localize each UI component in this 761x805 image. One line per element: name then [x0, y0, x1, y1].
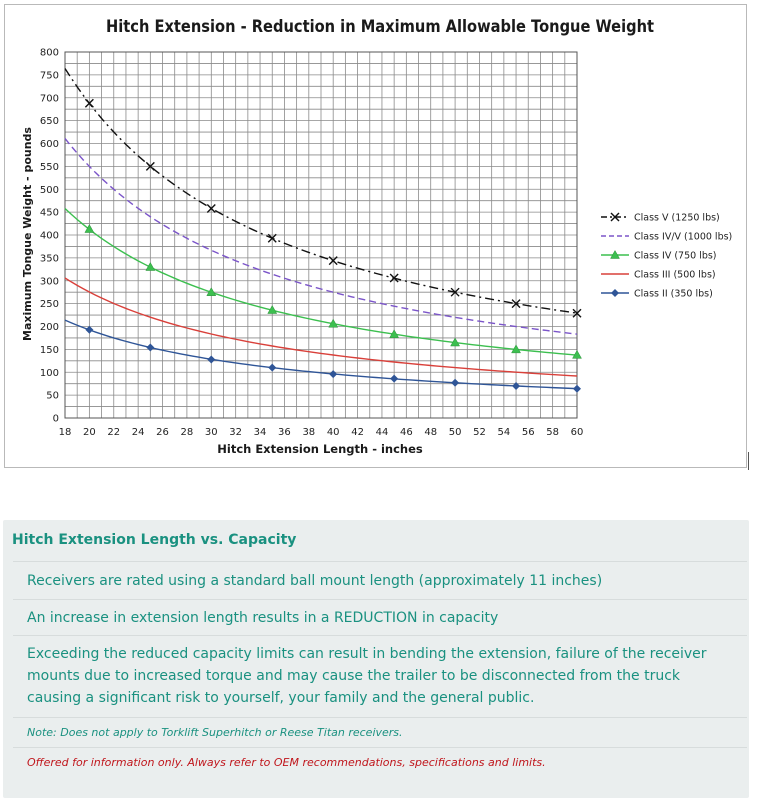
x-tick-label: 52 [473, 427, 486, 438]
legend-item [601, 232, 732, 243]
info-item-warning [13, 635, 747, 717]
legend-label: Class IV/V (1000 lbs) [634, 231, 733, 243]
x-tick-label: 46 [399, 427, 413, 438]
info-item-text: Exceeding the reduced capacity limits can result in bending the extension, failure of the receiver mounts due to increased torque and may cause the trailer to be disconnected from the truck causing a significant risk to yourself, your family and the general public. [27, 646, 707, 706]
y-tick-label: 200 [39, 322, 59, 333]
tongue-weight-chart [5, 5, 748, 469]
x-tick-label: 24 [131, 427, 145, 438]
plot-grid [65, 52, 577, 418]
x-tick-label: 20 [83, 427, 96, 438]
legend-label: Class V (1250 lbs) [634, 212, 720, 224]
legend-item [601, 289, 713, 300]
legend-item [601, 251, 717, 262]
x-tick-label: 50 [448, 427, 462, 438]
x-tick-label: 28 [180, 427, 194, 438]
y-tick-label: 750 [39, 70, 59, 82]
y-tick-label: 800 [39, 47, 59, 59]
x-tick-label: 44 [375, 427, 389, 438]
y-tick-label: 0 [52, 413, 59, 425]
y-tick-label: 700 [39, 93, 59, 105]
y-tick-label: 400 [39, 230, 59, 242]
legend-label: Class III (500 lbs) [634, 269, 716, 281]
y-tick-label: 300 [39, 276, 59, 288]
capacity-info-panel [3, 520, 749, 798]
x-tick-label: 26 [156, 427, 169, 438]
y-tick-label: 600 [39, 139, 59, 150]
chart-legend [601, 213, 732, 300]
x-tick-label: 34 [253, 427, 267, 438]
x-axis-label: Hitch Extension Length - inches [217, 442, 423, 456]
x-tick-label: 38 [302, 427, 316, 438]
x-tick-label: 40 [326, 427, 340, 438]
y-tick-label: 50 [46, 390, 59, 402]
info-disclaimer-row [13, 747, 747, 781]
y-axis-label: Maximum Tongue Weight - pounds [21, 127, 34, 341]
info-title: Hitch Extension Length vs. Capacity [12, 532, 297, 548]
info-item-text: An increase in extension length results in a REDUCTION in capacity [27, 610, 499, 626]
legend-item [601, 270, 716, 281]
x-tick-label: 22 [107, 427, 121, 438]
series-marker-diamond [611, 289, 619, 297]
x-tick-label: 60 [570, 427, 584, 438]
x-tick-label: 48 [424, 427, 438, 438]
x-tick-label: 18 [58, 427, 72, 438]
x-tick-label: 58 [546, 427, 559, 438]
chart-frame [4, 4, 747, 468]
legend-item [601, 213, 720, 224]
info-item-reduction [13, 599, 747, 635]
note-text: Note: Does not apply to Torklift Superhitch or Reese Titan receivers. [27, 726, 403, 739]
x-tick-label: 30 [204, 427, 218, 438]
info-item-ball-mount [13, 561, 747, 599]
y-tick-label: 550 [39, 161, 59, 173]
chart-title: Hitch Extension - Reduction in Maximum Allowable Tongue Weight [106, 17, 655, 36]
legend-label: Class IV (750 lbs) [634, 250, 717, 262]
x-tick-label: 36 [278, 427, 291, 438]
x-tick-label: 56 [521, 427, 535, 438]
y-tick-label: 650 [39, 116, 59, 128]
legend-label: Class II (350 lbs) [634, 288, 713, 300]
info-note-row [13, 717, 747, 747]
y-tick-label: 100 [39, 367, 59, 379]
disclaimer-text: Offered for information only. Always refer to OEM recommendations, specifications and limits. [27, 756, 546, 769]
x-tick-label: 54 [497, 427, 511, 438]
y-tick-label: 150 [39, 344, 59, 356]
x-tick-label: 32 [229, 427, 243, 438]
x-tick-label: 42 [351, 427, 364, 438]
y-tick-label: 250 [39, 299, 59, 311]
y-tick-label: 450 [39, 207, 59, 219]
info-item-text: Receivers are rated using a standard ball mount length (approximately 11 inches) [27, 573, 603, 589]
y-tick-label: 500 [39, 184, 59, 196]
frame-edge-mark [748, 452, 749, 470]
y-tick-label: 350 [39, 253, 59, 265]
